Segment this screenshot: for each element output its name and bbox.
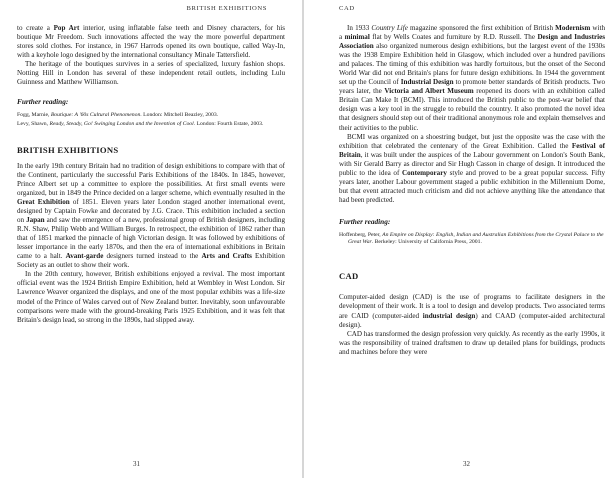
- left-page: [0, 0, 303, 478]
- paragraph: Computer-aided design (CAD) is the use of programs to facilitate designers in the development of their work. It is a tool to design and develop products. Two associated terms are CAID (computer-aided industrial design) and CAAD (computer-aided architectural design).: [339, 293, 605, 329]
- paragraph: CAD has transformed the design profession very quickly. As recently as the early 1990s, it was the responsibility of trained draftsmen to draw up detailed plans for buildings, products and machines before they were: [339, 329, 605, 356]
- text-column: [339, 24, 605, 357]
- cross-reference: industrial design: [422, 311, 476, 320]
- text-column: [17, 24, 285, 325]
- right-page: [304, 0, 607, 478]
- cross-reference: Arts and Crafts: [201, 252, 252, 261]
- cross-reference: Avant-garde: [65, 252, 104, 261]
- cross-reference: Victoria and Albert Museum: [384, 87, 474, 96]
- further-reading-heading: Further reading:: [339, 216, 391, 226]
- further-reading-heading: Further reading:: [17, 97, 69, 107]
- cross-reference: minimal: [344, 33, 370, 42]
- section-heading: BRITISH EXHIBITIONS: [17, 144, 119, 155]
- paragraph: to create a Pop Art interior, using inflatable false teeth and Disney characters, for his boutique Mr Freedom. Such innovations affected the way the more powerful department stores sold clothes. For instance, in 1967 Harrods opened its own boutique, called Way-In, with a keyhole logo designed by the international consultancy Minale Tattersfield.: [17, 24, 285, 60]
- running-head: BRITISH EXHIBITIONS: [186, 5, 267, 12]
- cross-reference: Japan: [26, 216, 45, 225]
- paragraph: In 1933 Country Life magazine sponsored the first exhibition of British Modernism with a minimal flat by Wells Coates and furniture by R.D. Russell. The Design and Industries Association also organized numerous design exhibitions, but the largest event of the 1930s was the 1938 Empire Exhibition held in Glasgow, which included over a hundred pavilions and palaces. The timing of this exhibition was hardly fortuitous, but the onset of the Second World War did not end Britain's plans for future design exhibitions. In 1944 the government set up the Council of Industrial Design to promote better standards of British products. Two years later, the Victoria and Albert Museum reopened its doors with an exhibition called Britain Can Make It (BCMI). This introduced the British public to the post-war belief that design was a key tool in the struggle to rebuild the country. It also promoted the novel idea that designers should step out of their traditional anonymous role and explain themselves and their activities to the public.: [339, 24, 606, 132]
- page-number: 31: [133, 460, 140, 468]
- reference-entry: Fogg, Marnie, Boutique: A '60s Cultural Phenomenon. London: Mitchell Beazley, 2003.: [17, 112, 219, 119]
- section-heading: CAD: [339, 271, 359, 282]
- reference-entry: Hoffenberg, Peter, An Empire on Display: English, Indian and Australian Exhibitions from the Crystal Palace to the Great War. Berkeley: University of California Press, 2001.: [339, 231, 604, 246]
- cross-reference: Modernism: [555, 24, 591, 32]
- paragraph: In the 20th century, however, British exhibitions enjoyed a revival. The most important official event was the 1924 British Empire Exhibition, held at Wembley in West London. Sir Lawrence Weaver organized the displays, and one of the most popular exhibits was a life-size model of the Prince of Wales carved out of New Zealand butter. Inevitably, soon unfavourable comparisons were made with the ground-breaking Paris 1925 Exhibition, and it was felt that Britain's design lead, so strong in the 1890s, had slipped away.: [17, 270, 285, 324]
- cross-reference: Design and Industries Association: [339, 33, 605, 51]
- paragraph: The heritage of the boutiques survives in a series of specialized, luxury fashion shops. Notting Hill in London has several of these independent retail outlets, including Lulu Guinness and Matthew Williamson.: [17, 60, 285, 87]
- cross-reference: Pop Art: [53, 24, 80, 32]
- cross-reference: Industrial Design: [400, 78, 454, 87]
- cross-reference: Great Exhibition: [17, 198, 70, 207]
- paragraph: In the early 19th century Britain had no tradition of design exhibitions to compare with that of the Continent, particularly the successful Paris Exhibitions of the 1840s. In 1845, however, Prince Albert set up a committee to explore the possibilities. At first small events were organized, but in 1849 the Prince decided on a larger scheme, which eventually resulted in the Great Exhibition of 1851. Eleven years later London staged another international event, designed by Captain Fowke and decorated by J.G. Crace. This exhibition included a section on Japan and saw the emergence of a new, professional group of British designers, including R.N. Shaw, Philip Webb and William Burges. In retrospect, the exhibition of 1862 rather than that of 1851 marked the pinnacle of high Victorian design. It was followed by exhibitions of lesser importance in the early 1870s, and then the era of international exhibitions in Britain came to a halt. Avant-garde designers turned instead to the Arts and Crafts Exhibition Society as an outlet to show their work.: [17, 161, 286, 270]
- cross-reference: Festival of Britain: [339, 141, 605, 159]
- reference-entry: Levy, Shawn, Ready, Steady, Go! Swinging London and the Invention of Cool. London: Fourth Estate, 2003.: [17, 120, 264, 127]
- running-head: CAD: [339, 5, 355, 12]
- page-number: 32: [463, 460, 470, 468]
- paragraph: BCMI was organized on a shoestring budget, but just the opposite was the case with the exhibition that celebrated the centenary of the Great Exhibition. Called the Festival of Britain, it was built under the auspices of the Labour government on London's South Bank, with Sir Gerald Barry as director and Sir Hugh Casson in charge of design. It introduced the public to the idea of Contemporary style and proved to be a great popular success. Fifty years later, another Labour government staged a public exhibition in the Millennium Dome, but that event attracted much criticism and did not achieve anything like the attendance that had been predicted.: [339, 132, 606, 204]
- cross-reference: Contemporary: [402, 168, 447, 177]
